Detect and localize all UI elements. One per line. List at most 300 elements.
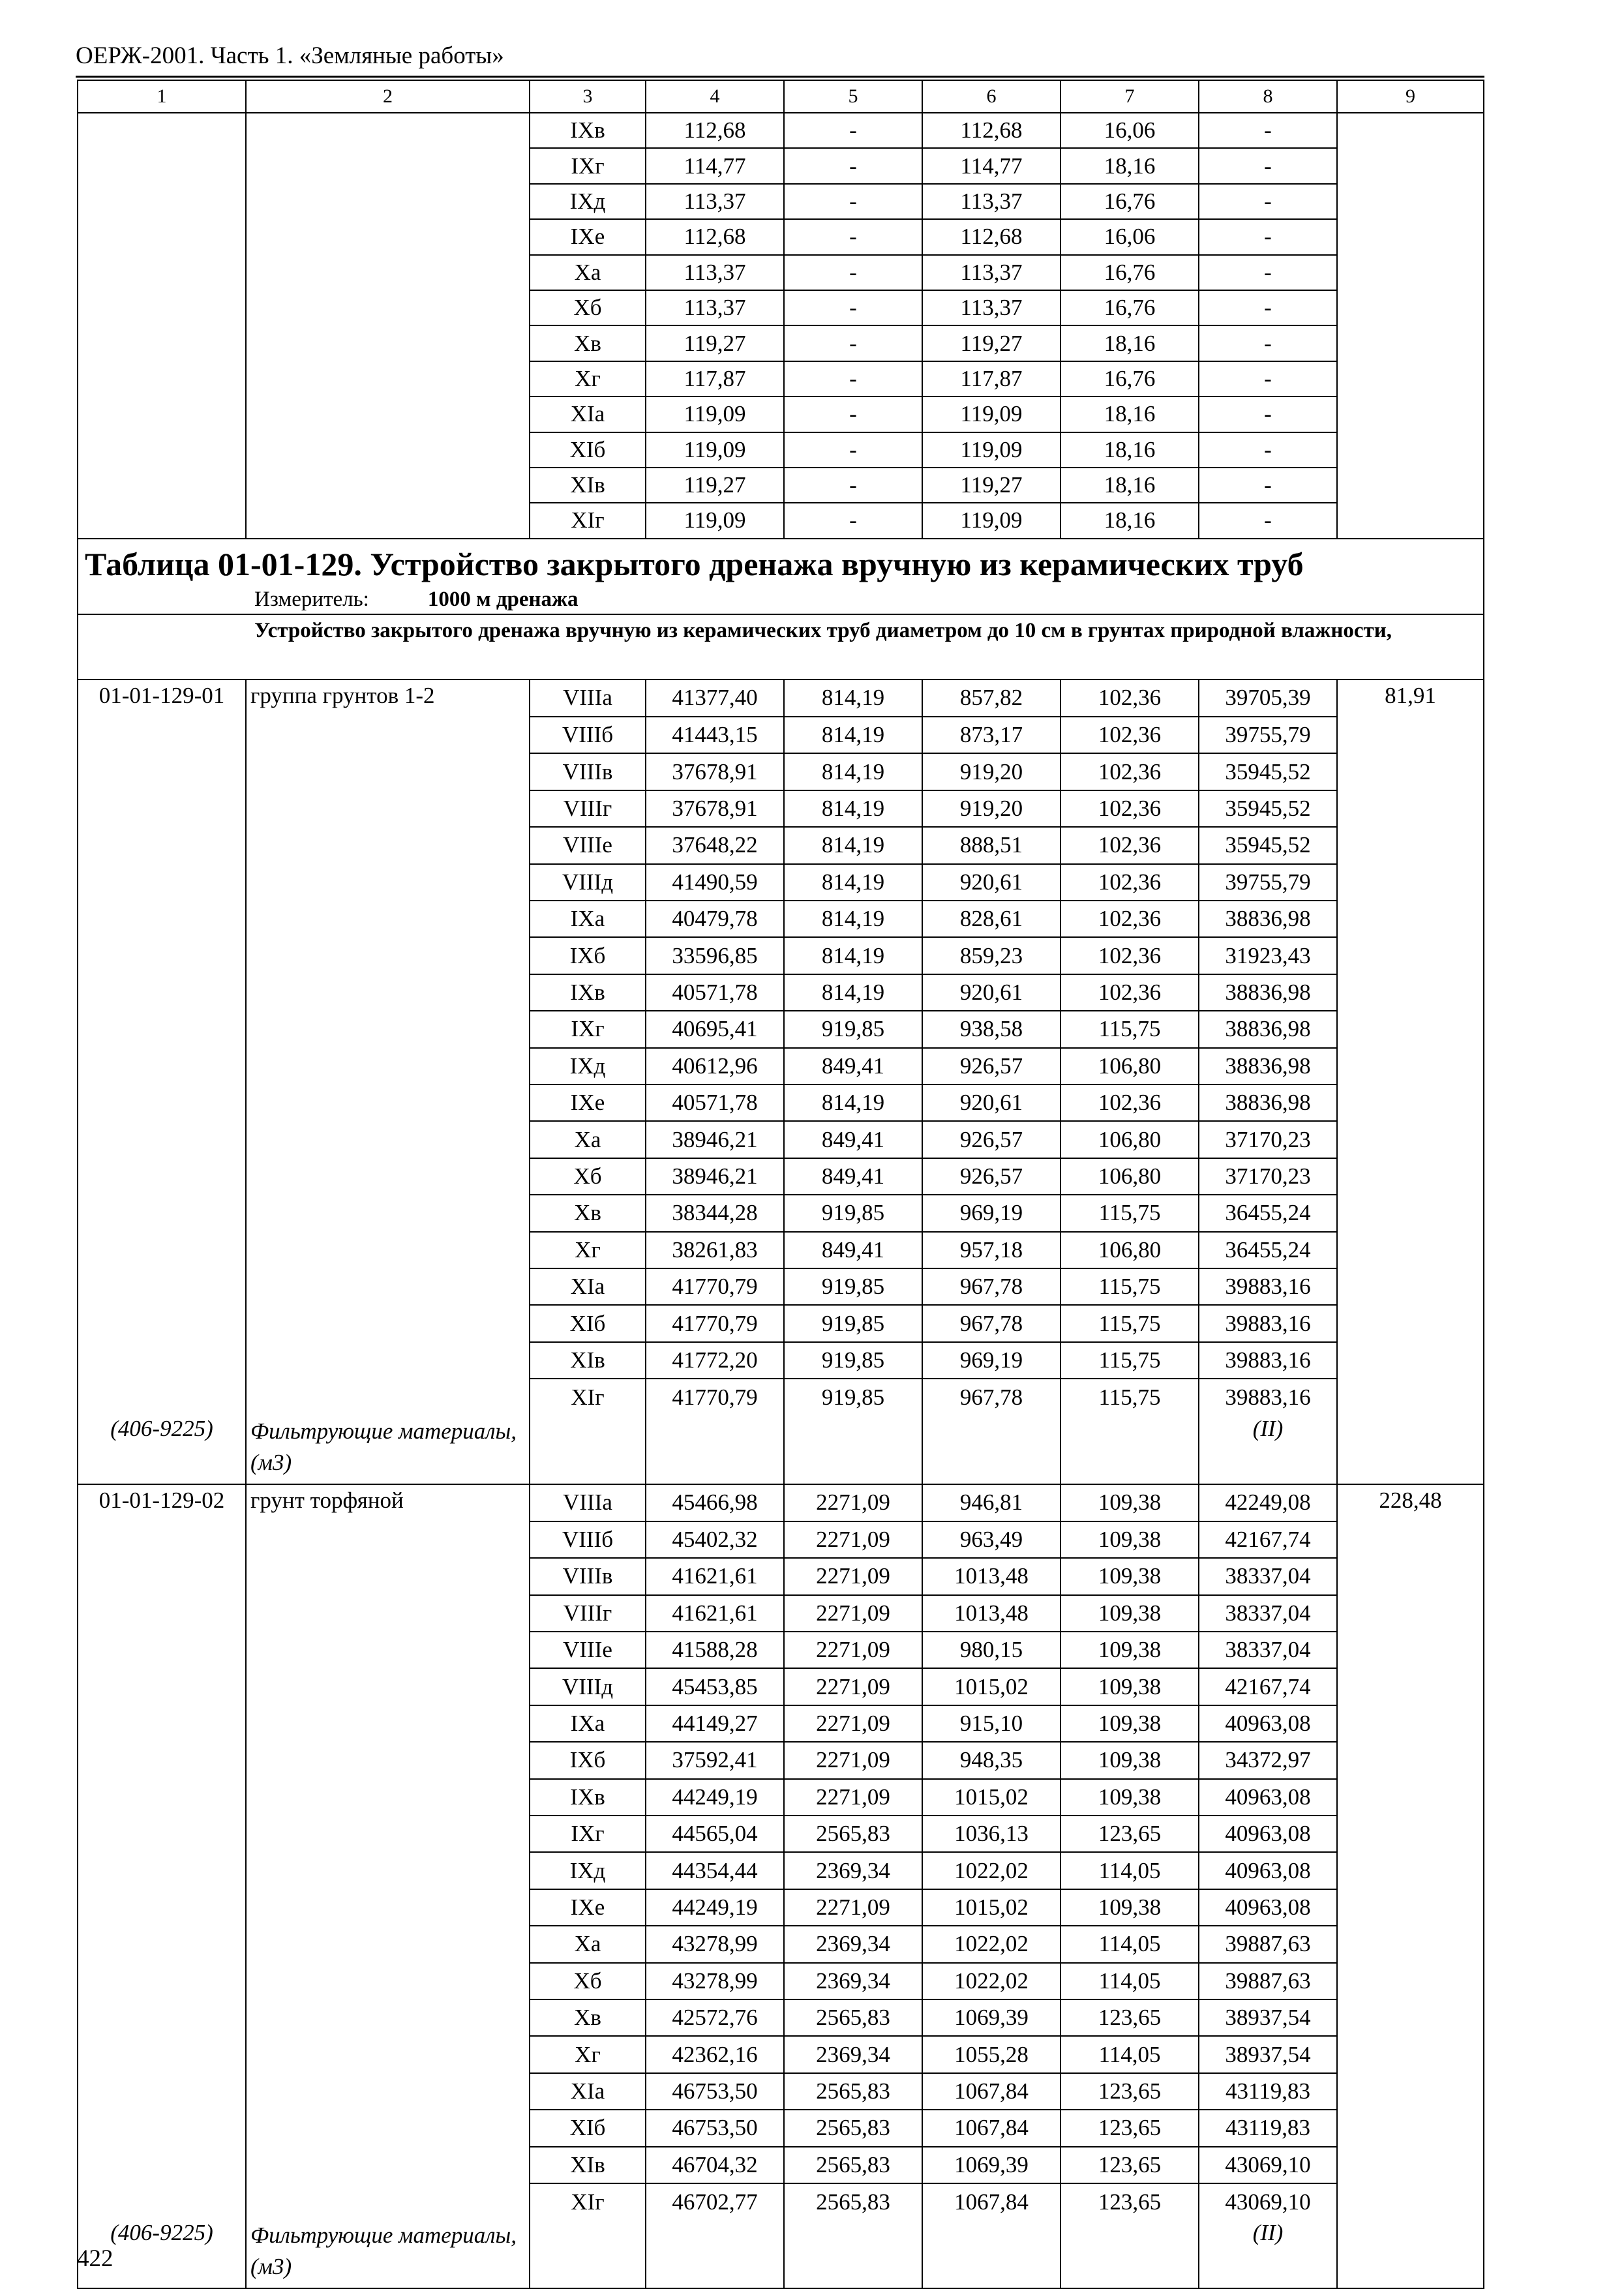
value-cell: - — [784, 396, 922, 432]
code-cell-empty — [78, 1852, 246, 1889]
code-cell-empty — [78, 753, 246, 790]
value-cell: 926,57 — [922, 1048, 1060, 1085]
value-cell: 39883,16 — [1199, 1305, 1337, 1341]
value-cell: 102,36 — [1060, 753, 1199, 790]
col9-cell-empty — [1337, 864, 1484, 901]
zone-cell: XIб — [530, 1305, 646, 1341]
value-cell: 849,41 — [784, 1048, 922, 1085]
material-empty-cell — [922, 2220, 1060, 2288]
table-row — [78, 2073, 1484, 2110]
col9-cell-empty — [1337, 1632, 1484, 1668]
value-cell: 42249,08 — [1199, 1484, 1337, 1521]
value-cell: 814,19 — [784, 974, 922, 1011]
value-cell: 119,09 — [646, 503, 784, 538]
value-cell: 119,27 — [922, 325, 1060, 361]
name-cell-empty — [246, 1158, 530, 1195]
value-cell: Xб — [530, 290, 646, 325]
value-cell: 119,09 — [646, 396, 784, 432]
material-col8: (II) — [1199, 1416, 1337, 1484]
value-cell: 40963,08 — [1199, 1889, 1337, 1926]
table-row — [78, 680, 1484, 717]
value-cell: 926,57 — [922, 1158, 1060, 1195]
value-cell: 113,37 — [646, 184, 784, 219]
value-cell: 919,85 — [784, 1195, 922, 1231]
col9-cell-empty — [1337, 901, 1484, 937]
name-cell-empty — [246, 1085, 530, 1121]
value-cell: 40612,96 — [646, 1048, 784, 1085]
value-cell: Xг — [530, 361, 646, 396]
zone-cell: IXг — [530, 1011, 646, 1047]
column-number: 6 — [922, 80, 1060, 113]
col9-cell-empty — [1337, 1121, 1484, 1158]
value-cell: 44249,19 — [646, 1889, 784, 1926]
value-cell: 43069,10 — [1199, 2147, 1337, 2183]
name-cell-empty — [246, 1632, 530, 1668]
value-cell: 1069,39 — [922, 2147, 1060, 2183]
code-cell-empty — [78, 1232, 246, 1268]
value-cell: 113,37 — [922, 290, 1060, 325]
code-cell-empty — [78, 1085, 246, 1121]
value-cell: 2565,83 — [784, 1816, 922, 1852]
table-row — [78, 1558, 1484, 1594]
table-title: Таблица 01-01-129. Устройство закрытого дренажа вручную из керамических труб — [85, 545, 1304, 582]
code-cell-empty — [78, 1779, 246, 1816]
zone-cell: Xa — [530, 1121, 646, 1158]
table-row — [78, 1048, 1484, 1085]
table-row — [78, 2036, 1484, 2072]
code-cell-empty — [78, 1889, 246, 1926]
col9-cell-empty — [1337, 1558, 1484, 1594]
code-cell-empty — [78, 1121, 246, 1158]
value-cell: 1015,02 — [922, 1779, 1060, 1816]
value-cell: - — [1199, 503, 1337, 538]
material-name-cell — [246, 2220, 530, 2288]
value-cell: 16,76 — [1060, 255, 1199, 290]
value-cell: 814,19 — [784, 790, 922, 827]
value-cell: 119,27 — [922, 468, 1060, 503]
col9-cell-empty — [1337, 790, 1484, 827]
code-cell-empty — [78, 717, 246, 753]
zone-cell: XIб — [530, 2110, 646, 2146]
value-cell: 115,75 — [1060, 1342, 1199, 1379]
value-cell: 18,16 — [1060, 325, 1199, 361]
value-cell: 39755,79 — [1199, 717, 1337, 753]
value-cell: 919,85 — [784, 1011, 922, 1047]
value-cell: 115,75 — [1060, 1305, 1199, 1341]
value-cell: 106,80 — [1060, 1121, 1199, 1158]
material-name: Фильтрующие материалы, (м3) — [250, 2222, 517, 2280]
value-cell: 919,85 — [784, 1268, 922, 1305]
value-cell: 919,85 — [784, 1342, 922, 1379]
code-cell-empty — [78, 2110, 246, 2146]
value-cell: 37678,91 — [646, 790, 784, 827]
column-number: 2 — [246, 80, 530, 113]
name-cell-empty — [246, 1705, 530, 1742]
value-cell: 115,75 — [1060, 1011, 1199, 1047]
col9-cell-empty — [1337, 2036, 1484, 2072]
value-cell: 41588,28 — [646, 1632, 784, 1668]
zone-cell: Xб — [530, 1963, 646, 1999]
table-row — [78, 1195, 1484, 1231]
value-cell: 37592,41 — [646, 1742, 784, 1778]
value-cell: 957,18 — [922, 1232, 1060, 1268]
value-cell: 919,85 — [784, 1379, 922, 1415]
material-empty-cell — [530, 2220, 646, 2288]
zone-cell: XIг — [530, 2183, 646, 2220]
table-title-cell — [78, 539, 1484, 614]
name-cell-empty — [246, 1852, 530, 1889]
col9-cell-empty — [1337, 753, 1484, 790]
value-cell: 46704,32 — [646, 2147, 784, 2183]
zone-cell: XIa — [530, 2073, 646, 2110]
code-cell-empty — [78, 1705, 246, 1742]
zone-cell: VIIIa — [530, 1484, 646, 1521]
zone-cell: Xб — [530, 1158, 646, 1195]
col9-cell-empty — [1337, 1011, 1484, 1047]
name-cell-empty — [246, 827, 530, 863]
col9-cell-empty — [1337, 717, 1484, 753]
table-row — [78, 1742, 1484, 1778]
zone-cell: IXa — [530, 1705, 646, 1742]
rates-table — [77, 80, 1484, 2289]
value-cell: 38836,98 — [1199, 1085, 1337, 1121]
value-cell: 938,58 — [922, 1011, 1060, 1047]
value-cell: 42572,76 — [646, 1999, 784, 2036]
value-cell: 115,75 — [1060, 1195, 1199, 1231]
material-empty-cell — [1337, 1416, 1484, 1484]
value-cell: 814,19 — [784, 753, 922, 790]
value-cell: 119,09 — [922, 396, 1060, 432]
table-row — [78, 113, 1484, 148]
value-cell: 1036,13 — [922, 1816, 1060, 1852]
name-cell-empty — [246, 901, 530, 937]
value-cell: 41621,61 — [646, 1595, 784, 1632]
meter-line — [254, 585, 1477, 614]
value-cell: 38946,21 — [646, 1158, 784, 1195]
zone-cell: VIIIв — [530, 1558, 646, 1594]
zone-cell: VIIIд — [530, 864, 646, 901]
value-cell: 123,65 — [1060, 1816, 1199, 1852]
name-cell-empty — [246, 1742, 530, 1778]
value-cell: 114,77 — [646, 148, 784, 183]
table-row — [78, 1816, 1484, 1852]
code-cell-empty — [78, 974, 246, 1011]
value-cell: 41490,59 — [646, 864, 784, 901]
value-cell: 2271,09 — [784, 1521, 922, 1558]
value-cell: 38337,04 — [1199, 1632, 1337, 1668]
table-row — [78, 2183, 1484, 2220]
value-cell: 2565,83 — [784, 2073, 922, 2110]
zone-cell: Xв — [530, 1999, 646, 2036]
table-row — [78, 1268, 1484, 1305]
value-cell: 1022,02 — [922, 1926, 1060, 1962]
page-number: 422 — [77, 2245, 113, 2272]
value-cell: 117,87 — [922, 361, 1060, 396]
value-cell: 41770,79 — [646, 1268, 784, 1305]
material-row — [78, 1416, 1484, 1484]
zone-cell: VIIIб — [530, 717, 646, 753]
table-row — [78, 864, 1484, 901]
value-cell: 119,09 — [922, 503, 1060, 538]
value-cell: 814,19 — [784, 717, 922, 753]
value-cell: IXв — [530, 113, 646, 148]
value-cell: 38261,83 — [646, 1232, 784, 1268]
value-cell: 113,37 — [922, 255, 1060, 290]
col9-cell-empty — [1337, 827, 1484, 863]
table-row — [78, 1379, 1484, 1415]
value-cell: - — [1199, 468, 1337, 503]
value-cell: 16,76 — [1060, 290, 1199, 325]
value-cell: 123,65 — [1060, 2147, 1199, 2183]
value-cell: - — [784, 290, 922, 325]
code-cell-empty — [78, 2073, 246, 2110]
code-cell-empty — [78, 1595, 246, 1632]
value-cell: 40963,08 — [1199, 1816, 1337, 1852]
zone-cell: IXб — [530, 1742, 646, 1778]
value-cell: 814,19 — [784, 680, 922, 717]
zone-cell: XIa — [530, 1268, 646, 1305]
value-cell: 969,19 — [922, 1195, 1060, 1231]
col9-cell-empty — [1337, 113, 1484, 539]
table-description-cell — [78, 614, 1484, 680]
value-cell: - — [1199, 361, 1337, 396]
name-cell-empty — [246, 2073, 530, 2110]
value-cell: - — [784, 432, 922, 468]
name-cell-empty — [246, 1048, 530, 1085]
table-row — [78, 1595, 1484, 1632]
table-row — [78, 937, 1484, 974]
material-row — [78, 2220, 1484, 2288]
value-cell: - — [784, 361, 922, 396]
value-cell: IXд — [530, 184, 646, 219]
column-number-row — [78, 80, 1484, 113]
code-cell-empty — [78, 1926, 246, 1962]
value-cell: 948,35 — [922, 1742, 1060, 1778]
value-cell: 39755,79 — [1199, 864, 1337, 901]
code-cell-empty — [78, 1379, 246, 1415]
table-row — [78, 1305, 1484, 1341]
col9-cell-empty — [1337, 1668, 1484, 1705]
value-cell: 18,16 — [1060, 503, 1199, 538]
value-cell: 38836,98 — [1199, 1048, 1337, 1085]
rate-code: 01-01-129-01 — [78, 680, 246, 717]
value-cell: 920,61 — [922, 1085, 1060, 1121]
col9-cell-empty — [1337, 1816, 1484, 1852]
value-cell: - — [784, 184, 922, 219]
col9-cell-empty — [1337, 1195, 1484, 1231]
value-cell: 1022,02 — [922, 1963, 1060, 1999]
zone-cell: VIIIг — [530, 790, 646, 827]
value-cell: 43069,10 — [1199, 2183, 1337, 2220]
work-name: грунт торфяной — [246, 1484, 530, 1521]
value-cell: 41770,79 — [646, 1305, 784, 1341]
code-cell-empty — [78, 1558, 246, 1594]
table-row — [78, 1085, 1484, 1121]
name-cell-empty — [246, 1121, 530, 1158]
zone-cell: VIIIв — [530, 753, 646, 790]
value-cell: 123,65 — [1060, 2183, 1199, 2220]
material-empty-cell — [922, 1416, 1060, 1484]
value-cell: 2565,83 — [784, 2147, 922, 2183]
value-cell: 859,23 — [922, 937, 1060, 974]
col9-cell-empty — [1337, 1779, 1484, 1816]
value-cell: 45453,85 — [646, 1668, 784, 1705]
value-cell: 39883,16 — [1199, 1379, 1337, 1415]
col9-cell-empty — [1337, 1999, 1484, 2036]
value-cell: XIб — [530, 432, 646, 468]
table-description-row — [78, 614, 1484, 680]
table-row — [78, 827, 1484, 863]
value-cell: 43278,99 — [646, 1963, 784, 1999]
material-empty-cell — [784, 1416, 922, 1484]
table-row — [78, 1632, 1484, 1668]
table-row — [78, 1158, 1484, 1195]
value-cell: 967,78 — [922, 1268, 1060, 1305]
value-cell: 42167,74 — [1199, 1668, 1337, 1705]
value-cell: 919,85 — [784, 1305, 922, 1341]
page-header: ОЕРЖ-2001. Часть 1. «Земляные работы» — [76, 39, 1484, 78]
table-row — [78, 1999, 1484, 2036]
value-cell: 39887,63 — [1199, 1963, 1337, 1999]
code-cell-empty — [78, 937, 246, 974]
value-cell: - — [1199, 184, 1337, 219]
value-cell: 919,20 — [922, 753, 1060, 790]
code-cell-empty — [78, 1668, 246, 1705]
value-cell: 2271,09 — [784, 1558, 922, 1594]
value-cell: 41772,20 — [646, 1342, 784, 1379]
code-cell-empty — [78, 1963, 246, 1999]
column-number: 1 — [78, 80, 246, 113]
table-row — [78, 974, 1484, 1011]
value-cell: - — [1199, 432, 1337, 468]
value-cell: 1015,02 — [922, 1889, 1060, 1926]
value-cell: 43278,99 — [646, 1926, 784, 1962]
table-row — [78, 1889, 1484, 1926]
material-empty-cell — [1060, 2220, 1199, 2288]
value-cell: 41443,15 — [646, 717, 784, 753]
col9-cell-empty — [1337, 1521, 1484, 1558]
value-cell: 38836,98 — [1199, 901, 1337, 937]
value-cell: 114,77 — [922, 148, 1060, 183]
value-cell: 37678,91 — [646, 753, 784, 790]
col9-cell-empty — [1337, 974, 1484, 1011]
name-cell-empty — [246, 1195, 530, 1231]
value-cell: - — [784, 219, 922, 254]
value-cell: 828,61 — [922, 901, 1060, 937]
column-number: 4 — [646, 80, 784, 113]
code-cell-empty — [78, 1158, 246, 1195]
code-cell-empty — [78, 2183, 246, 2220]
material-col8: (II) — [1199, 2220, 1337, 2288]
value-cell: 38937,54 — [1199, 1999, 1337, 2036]
value-cell: Xв — [530, 325, 646, 361]
value-cell: 112,68 — [922, 113, 1060, 148]
value-cell: 1013,48 — [922, 1558, 1060, 1594]
column-number: 8 — [1199, 80, 1337, 113]
code-cell-empty — [78, 1342, 246, 1379]
name-cell-empty — [246, 2147, 530, 2183]
value-cell: 1015,02 — [922, 1668, 1060, 1705]
value-cell: 45402,32 — [646, 1521, 784, 1558]
value-cell: 2565,83 — [784, 2183, 922, 2220]
name-cell-empty — [246, 1558, 530, 1594]
name-cell-empty — [246, 1305, 530, 1341]
column-number: 9 — [1337, 80, 1484, 113]
value-cell: 39887,63 — [1199, 1926, 1337, 1962]
value-cell: 16,76 — [1060, 184, 1199, 219]
name-cell-empty — [246, 1595, 530, 1632]
col9-cell-empty — [1337, 937, 1484, 974]
value-cell: 926,57 — [922, 1121, 1060, 1158]
value-cell: 37170,23 — [1199, 1158, 1337, 1195]
value-cell: 814,19 — [784, 901, 922, 937]
value-cell: XIa — [530, 396, 646, 432]
value-cell: 40963,08 — [1199, 1705, 1337, 1742]
value-cell: 109,38 — [1060, 1595, 1199, 1632]
col9-cell-empty — [1337, 1889, 1484, 1926]
col9-cell-empty — [1337, 1342, 1484, 1379]
material-code: (406-9225) — [78, 2220, 246, 2288]
zone-cell: Xв — [530, 1195, 646, 1231]
value-cell: IXe — [530, 219, 646, 254]
value-cell: XIг — [530, 503, 646, 538]
table-row — [78, 1484, 1484, 1521]
col9-cell-empty — [1337, 1595, 1484, 1632]
value-cell: 39705,39 — [1199, 680, 1337, 717]
name-cell-empty — [246, 2183, 530, 2220]
zone-cell: XIв — [530, 1342, 646, 1379]
value-cell: 102,36 — [1060, 1085, 1199, 1121]
name-cell-empty — [246, 113, 530, 539]
name-cell-empty — [246, 2110, 530, 2146]
value-cell: 963,49 — [922, 1521, 1060, 1558]
table-row — [78, 2110, 1484, 2146]
value-cell: 946,81 — [922, 1484, 1060, 1521]
value-cell: 38836,98 — [1199, 974, 1337, 1011]
value-cell: 40479,78 — [646, 901, 784, 937]
table-row — [78, 1963, 1484, 1999]
value-cell: 119,27 — [646, 468, 784, 503]
table-row — [78, 2147, 1484, 2183]
value-cell: 2271,09 — [784, 1595, 922, 1632]
name-cell-empty — [246, 1816, 530, 1852]
zone-cell: VIIIe — [530, 827, 646, 863]
material-empty-cell — [530, 1416, 646, 1484]
code-cell-empty — [78, 2036, 246, 2072]
col9-cell-empty — [1337, 1048, 1484, 1085]
value-cell: - — [1199, 148, 1337, 183]
col9-value: 81,91 — [1337, 680, 1484, 717]
table-title-row — [78, 539, 1484, 614]
value-cell: 102,36 — [1060, 974, 1199, 1011]
value-cell: 888,51 — [922, 827, 1060, 863]
column-number: 3 — [530, 80, 646, 113]
value-cell: 102,36 — [1060, 717, 1199, 753]
value-cell: - — [1199, 255, 1337, 290]
value-cell: 18,16 — [1060, 148, 1199, 183]
table-row — [78, 1926, 1484, 1962]
value-cell: 102,36 — [1060, 680, 1199, 717]
zone-cell: IXa — [530, 901, 646, 937]
name-cell-empty — [246, 1268, 530, 1305]
zone-cell: XIв — [530, 2147, 646, 2183]
value-cell: 119,27 — [646, 325, 784, 361]
table-description: Устройство закрытого дренажа вручную из керамических труб диаметром до 10 см в грунтах природной влажности, — [254, 618, 1392, 642]
meter-label: Измеритель: — [254, 587, 369, 611]
name-cell-empty — [246, 790, 530, 827]
col9-cell-empty — [1337, 1085, 1484, 1121]
value-cell: 1067,84 — [922, 2183, 1060, 2220]
